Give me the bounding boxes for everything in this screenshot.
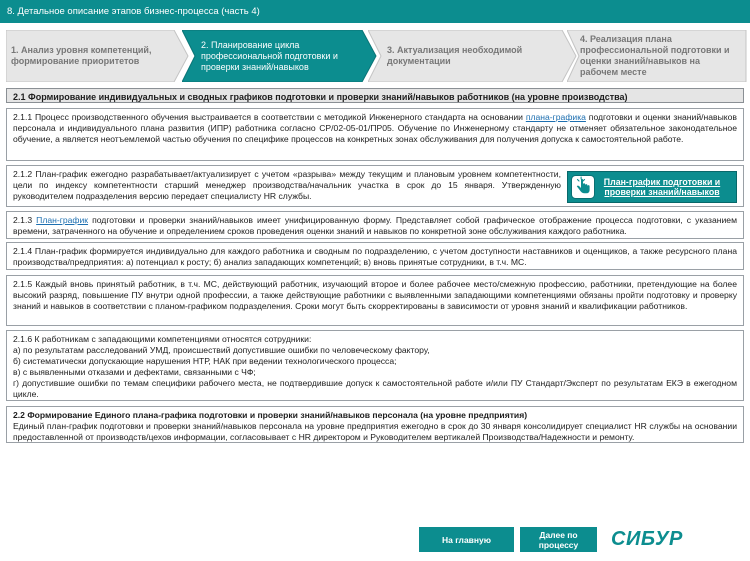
- step-2-active[interactable]: [182, 30, 377, 82]
- home-button-label: На главную: [441, 534, 492, 545]
- step-3[interactable]: [368, 30, 577, 82]
- next-step-button[interactable]: [520, 527, 597, 552]
- plan-grafik-button[interactable]: [567, 171, 737, 203]
- section-2-2: [6, 406, 744, 443]
- sibur-logo: [611, 527, 691, 552]
- item-2-1-5: [6, 275, 744, 326]
- item-2-1-2-text: 2.1.2 План-график ежегодно разрабатывает/актуализирует с учетом «разрыва» между текущим и плановым уровнем компетентности, цели по индексу компетентности старший менеджер производства/начальник участка в срок до 15 января. Утвержденную руководителем подразделения версию передает специалисту HR службы.: [13, 169, 561, 201]
- item-2-1-6: [6, 330, 744, 401]
- step-4[interactable]: [567, 30, 747, 82]
- page-title-bar: [0, 0, 750, 23]
- item-2-1-6-line-a: а) по результатам расследований УМД, происшествий допустившие ошибки по человеческому фактору,: [13, 345, 430, 355]
- section-2-2-heading: 2.2 Формирование Единого плана-графика подготовки и проверки знаний/навыков персонала (на уровне предприятия): [13, 410, 528, 420]
- item-2-1-4-text: 2.1.4 План-график формируется индивидуально для каждого работника и сводным по подразделению, с учетом доступности наставников и оценщиков, а также ресурсного плана производства/предприятия: а) потенциал к росту; б) анализ западающих компетенций; в) вновь принятые сотрудники, в т.ч. МС.: [13, 246, 737, 267]
- section-2-1-heading: [6, 88, 744, 103]
- step-2-label: 2. Планирование цикла профессиональной подготовки и проверки знаний/навыков: [201, 39, 338, 72]
- item-2-1-1-text-after: подготовки и оценки знаний/навыков персонала и индивидуального плана развития (ИПР) работника согласно СР/02-05-01/ПР05. Обучение по Инженерному стандарту не отменяет обязательное законодательное обучение, а является неотъемлемой частью обучения по специфике процессов на конкретных зонах обслуживания для получения допуска к самостоятельной работе.: [13, 112, 737, 144]
- sibur-logo-text: СИБУР: [611, 528, 683, 550]
- item-2-1-1-text-before: 2.1.1 Процесс производственного обучения выстраивается в соответствии с методикой Инженерного стандарта на основании: [13, 112, 526, 122]
- plan-grafik-form-link[interactable]: План-график: [36, 215, 89, 225]
- item-2-1-4: [6, 242, 744, 270]
- item-2-1-6-line-c: в) с выявленными отказами и дефектами, связанными с ЧФ;: [13, 367, 256, 377]
- section-2-2-text: Единый план-график подготовки и проверки знаний/навыков персонала на уровне предприятия ежегодно в срок до 30 января консолидирует специалист HR службы на основании предоставленной от производств/цехов информации, согласовывает с HR директором и Руководителем вертикалей Производства/Надежности и ремонту.: [13, 421, 737, 442]
- item-2-1-6-intro: 2.1.6 К работникам с западающими компетенциями относятся сотрудники:: [13, 334, 312, 344]
- step-1[interactable]: [6, 30, 189, 82]
- plan-grafik-button-label: План-график подготовки и проверки знаний/навыков: [603, 177, 721, 197]
- item-2-1-6-line-b: б) систематически допускающие нарушения НТР, НАК при ведении технологического процесса;: [13, 356, 397, 366]
- item-2-1-3: [6, 211, 744, 239]
- item-2-1-3-text-after: подготовки и проверки знаний/навыков имеет унифицированную форму. Представляет собой графическое отображение процесса подготовки, с указанием времени, затраченного на обучение и определением сроков проведения оценки знаний и навыков по конкретной зоне обслуживания каждого работника.: [13, 215, 737, 236]
- page-title: 8. Детальное описание этапов бизнес-процесса (часть 4): [7, 6, 260, 17]
- plan-grafik-link[interactable]: плана-графика: [525, 112, 586, 122]
- item-2-1-5-text: 2.1.5 Каждый вновь принятый работник, в т.ч. МС, действующий работник, изучающий второе и более рабочее место/смежную профессию, работники, претендующие на более высокий разряд, повышение ПУ внутри одной профессии, а также действующие работники с выявленными западающими компетенциями обязаны пройти подготовку и проверку знаний и навыков в соответствии с планом-графиком подразделения. Сроки могут быть скорректированы в зависимости от уровня знаний и квалификации работников.: [13, 279, 737, 311]
- next-step-button-label: Далее по процессу: [538, 529, 579, 550]
- step-1-label: 1. Анализ уровня компетенций, формирование приоритетов: [11, 45, 152, 66]
- item-2-1-6-line-d: г) допустившие ошибки по темам специфики рабочего места, не подтвердившие допуск к самостоятельной работе и/или ПУ Стандарт/Эксперт по результатам ЕКЭ в ежегодном цикле.: [13, 378, 737, 399]
- section-2-1-heading-text: 2.1 Формирование индивидуальных и сводных графиков подготовки и проверки знаний/навыков работников (на уровне производства): [13, 92, 628, 102]
- process-steps: [6, 30, 746, 82]
- item-2-1-3-text-before: 2.1.3: [13, 215, 37, 225]
- step-4-label: 4. Реализация плана профессиональной подготовки и оценки знаний/навыков на рабочем месте: [580, 34, 730, 77]
- home-button[interactable]: [419, 527, 514, 552]
- item-2-1-1: [6, 108, 744, 161]
- step-3-label: 3. Актуализация необходимой документации: [387, 45, 523, 66]
